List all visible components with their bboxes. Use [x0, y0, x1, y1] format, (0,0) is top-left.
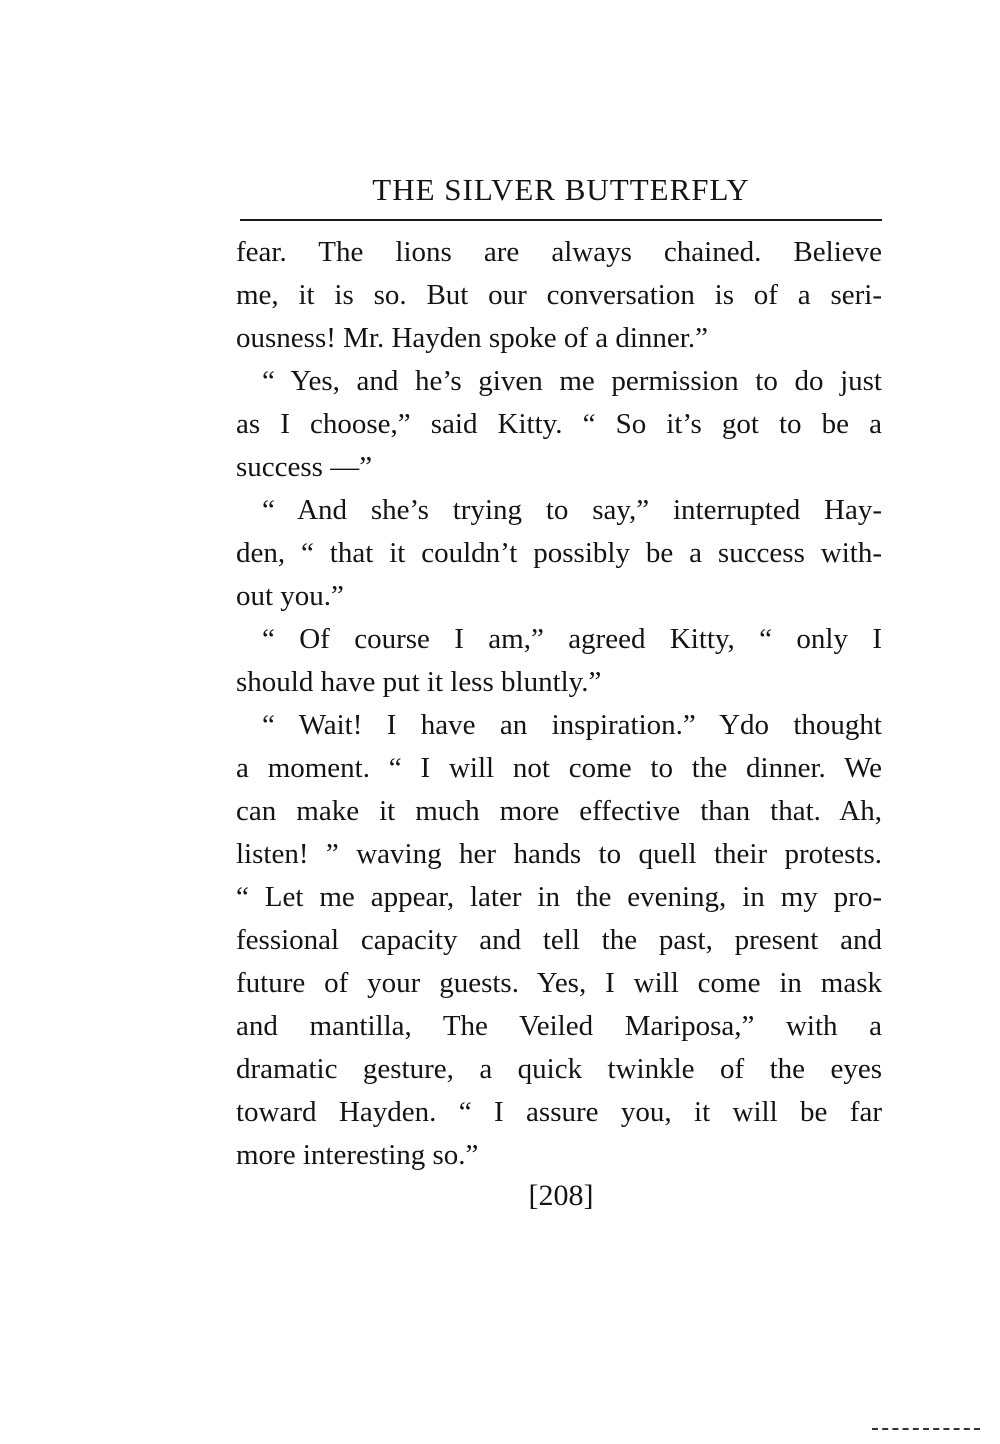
text-line: “ Let me appear, later in the evening, in my pro- [236, 881, 882, 913]
text-line: a moment. “ I will not come to the dinner. We [236, 752, 882, 784]
text-line: out you.” [236, 580, 344, 612]
text-line: fear. The lions are always chained. Believe [236, 236, 882, 268]
text-line: “ And she’s trying to say,” interrupted Hay- [262, 494, 882, 526]
text-line: “ Wait! I have an inspiration.” Ydo thought [262, 709, 882, 741]
body-text [236, 231, 882, 1177]
text-line: den, “ that it couldn’t possibly be a success with- [236, 537, 882, 569]
text-line: future of your guests. Yes, I will come in mask [236, 967, 882, 999]
text-line: listen! ” waving her hands to quell their protests. [236, 838, 882, 870]
page-number: [208] [528, 1179, 594, 1212]
text-line: fessional capacity and tell the past, present and [236, 924, 882, 956]
text-line: as I choose,” said Kitty. “ So it’s got to be a [236, 408, 882, 440]
text-line: more interesting so.” [236, 1139, 479, 1171]
text-line: “ Yes, and he’s given me permission to do just [262, 365, 882, 397]
text-line: dramatic gesture, a quick twinkle of the eyes [236, 1053, 882, 1085]
text-line: me, it is so. But our conversation is of a seri- [236, 279, 882, 311]
footer-mark [872, 1428, 980, 1430]
text-line: and mantilla, The Veiled Mariposa,” with a [236, 1010, 882, 1042]
running-title: THE SILVER BUTTERFLY [372, 172, 750, 207]
text-line: can make it much more effective than that. Ah, [236, 795, 882, 827]
header-rule [240, 219, 882, 221]
text-line: “ Of course I am,” agreed Kitty, “ only I [262, 623, 882, 655]
text-line: toward Hayden. “ I assure you, it will be far [236, 1096, 882, 1128]
text-line: should have put it less bluntly.” [236, 666, 602, 698]
text-line: ousness! Mr. Hayden spoke of a dinner.” [236, 322, 708, 354]
text-line: success —” [236, 451, 373, 483]
